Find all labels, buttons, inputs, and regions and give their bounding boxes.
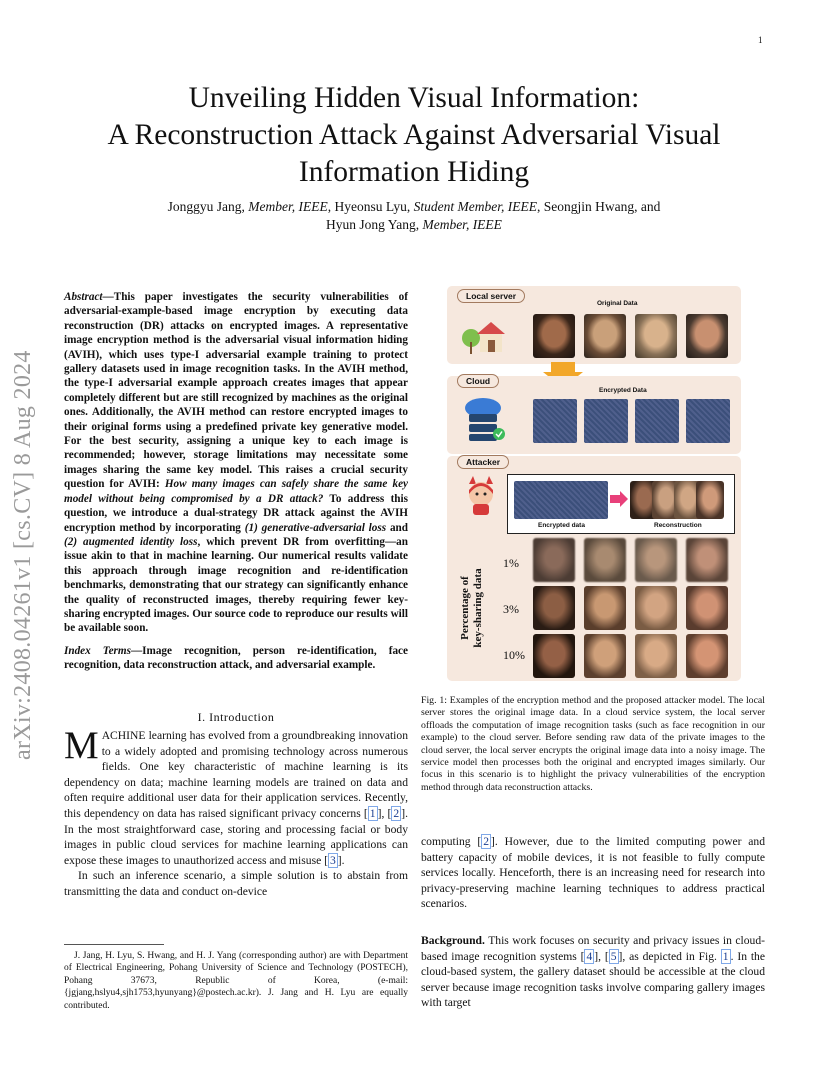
- encrypted-image-1: [533, 399, 577, 443]
- cloud-server-icon: [461, 394, 507, 442]
- y-axis-line-2: key-sharing data: [472, 568, 484, 648]
- encrypted-image-4: [686, 399, 730, 443]
- arrow-right-icon: [610, 491, 628, 512]
- pct-10: 10%: [503, 648, 525, 662]
- recon-1pct-face-3: [635, 538, 677, 582]
- index-terms-text: —Image recognition, person re-identification, face recognition, data reconstruction attack, and adversarial example.: [64, 645, 408, 672]
- background-text: . In the cloud-based system, the gallery dataset should be accessible at the cloud server because image recognition tasks involve comparing gallery images with target: [421, 949, 765, 1010]
- citation-link[interactable]: 3: [330, 853, 336, 867]
- citation-link[interactable]: 2: [393, 806, 400, 820]
- recon-10pct-face-4: [686, 634, 728, 678]
- section-heading: I. Introduction: [197, 710, 275, 724]
- footnote: J. Jang, H. Lyu, S. Hwang, and H. J. Yang (corresponding author) are with Department of Electrical Engineering, Pohang University of Science and Technology (POSTECH), Pohang 37673, Republic of Korea, (e-mail: {jgjang,hslyu4,sjh1753,hyunyang}@postech.ac.kr). J. Jang and H. Lyu are equally contributed.: [64, 951, 408, 1011]
- pct-3: 3%: [503, 602, 519, 616]
- abstract-text-3: and: [386, 521, 408, 534]
- abstract-strategy-1: (1) generative-adversarial loss: [244, 521, 387, 534]
- background-text: This work focuses on security and privacy issues in cloud-based image recognition systems [: [421, 934, 765, 963]
- abstract-text-1: —This paper investigates the security vulnerabilities of adversarial-example-based image encryption by executing data reconstruction (DR) attacks on encrypted images. A representative image encryption method is the adversarial visual information hiding (AVIH), which uses type-I adversarial example training to protect gallery datasets used in image recognition tasks. In the AVIH method, the type-I adversarial example approach creates images that appear completely different but are still recognized by machines as the original ones. Additionally, the AVIH method can restore encrypted images to their original forms using a predefined private key generative model. For the best security, assigning a unique key to each image is recommended; however, storage limitations may necessitate some images sharing the same key model. This raises a crucial security question for AVIH:: [64, 291, 408, 491]
- intro-paragraph-2: In such an inference scenario, a simple solution is to abstain from transmitting the data and conduct on-device: [64, 869, 408, 898]
- page-number: 1: [758, 35, 763, 45]
- footnote-rule: [64, 944, 164, 945]
- index-terms: [64, 644, 408, 673]
- citation-link[interactable]: 2: [483, 835, 490, 848]
- recon-10pct-face-3: [635, 634, 677, 678]
- attack-result-box: [507, 474, 735, 534]
- dropcap: M: [64, 724, 99, 767]
- title-line-3: Information Hiding: [298, 156, 530, 188]
- original-face-3: [635, 314, 677, 358]
- intro-text: ]. In the most straightforward case, storing and processing facial or body images in public cloud services for machine learning applications can expose these images to unauthorized access and misuse [: [64, 806, 408, 867]
- abstract-text-4: , which prevent DR from overfitting—an issue akin to that in machine learning. Our numerical results validate this approach through image recognition and re-identification benchmarks, demonstrating that our strategy can significantly enhance the quality of reconstructed images, thereby requiring fewer key-sharing encrypted images. Our source code to reproduce our results will be available soon.: [64, 535, 408, 635]
- background-text: ], [: [594, 949, 609, 963]
- citation-link[interactable]: 5: [610, 949, 617, 963]
- intro-text: ], [: [377, 806, 392, 820]
- y-axis-label: [455, 540, 495, 678]
- recon-3pct-face-3: [635, 586, 677, 630]
- abstract-question: How many images can safely share the same key model without being compromised by a DR attack?: [64, 478, 408, 505]
- local-server-tag: Local server: [457, 289, 525, 303]
- abstract-label: Abstract: [64, 291, 103, 303]
- y-axis-line-1: Percentage of: [459, 576, 471, 640]
- figure-caption: Fig. 1: Examples of the encryption method and the proposed attacker model. The local server stores the original image data. In a cloud service system, the local server offloads the computation of image recognition tasks (such as face recognition in our example) to the cloud server. Before sending raw data of the private images to the cloud server, the local server encrypts the original image data into a noisy image. The service model then processes both the original and encrypted images similarly. Our focus in this scenario is to highlight the privacy vulnerabilities of the encryption method through data reconstruction attacks.: [421, 695, 765, 793]
- author-2-role: Student Member, IEEE: [413, 199, 537, 214]
- reconstruction-label: Reconstruction: [654, 522, 702, 529]
- encrypted-image-3: [635, 399, 679, 443]
- introduction-text: [64, 724, 408, 900]
- background-paragraph: [421, 933, 765, 1011]
- recon-3pct-face-4: [686, 586, 728, 630]
- background-text: ], as depicted in Fig.: [618, 949, 721, 963]
- recon-10pct-face-1: [533, 634, 575, 678]
- recon-1pct-face-4: [686, 538, 728, 582]
- citation-link[interactable]: 1: [369, 806, 376, 820]
- authors: [60, 198, 768, 234]
- local-server-panel: [447, 286, 741, 364]
- devil-icon: [461, 474, 501, 516]
- author-3: , Seongjin Hwang, and: [536, 199, 661, 214]
- original-face-1: [533, 314, 575, 358]
- pct-1: 1%: [503, 556, 519, 570]
- recon-face-4: [696, 481, 724, 519]
- arxiv-stamp: [10, 290, 50, 760]
- attacker-tag: Attacker: [457, 455, 509, 469]
- intro-text: ACHINE learning has evolved from a groundbreaking innovation to a widely adopted and promising technology across numerous fields. One key characteristic of machine learning is its dependency on data; machine learning models are trained on data and often require additional user data for their application services. Recently, this dependency on data has raised significant privacy concerns [: [64, 729, 408, 820]
- recon-1pct-face-2: [584, 538, 626, 582]
- recon-10pct-face-2: [584, 634, 626, 678]
- recon-3pct-face-2: [584, 586, 626, 630]
- recon-1pct-face-1: [533, 538, 575, 582]
- index-terms-label: Index Terms: [64, 645, 131, 657]
- cloud-tag: Cloud: [457, 374, 499, 388]
- encrypted-image-2: [584, 399, 628, 443]
- abstract: [64, 290, 408, 636]
- author-1-role: Member, IEEE: [248, 199, 328, 214]
- author-4-role: Member, IEEE: [422, 217, 502, 232]
- encrypted-small-label: Encrypted data: [538, 522, 585, 529]
- right-column-text: [421, 834, 765, 912]
- intro-text: ].: [337, 853, 345, 867]
- cloud-panel: [447, 376, 741, 454]
- author-1: Jonggyu Jang,: [167, 199, 249, 214]
- original-face-4: [686, 314, 728, 358]
- recon-3pct-face-1: [533, 586, 575, 630]
- title-line-2: A Reconstruction Attack Against Adversarial Visual: [107, 119, 721, 151]
- figure-link[interactable]: 1: [722, 949, 729, 963]
- original-face-2: [584, 314, 626, 358]
- abstract-strategy-2: (2) augmented identity loss: [64, 535, 198, 548]
- attack-encrypted-4: [580, 481, 608, 519]
- attacker-panel: [447, 456, 741, 681]
- arxiv-id: arXiv:2408.04261v1 [cs.CV] 8 Aug 2024: [10, 350, 36, 760]
- figure-1: [447, 286, 741, 681]
- title-line-1: Unveiling Hidden Visual Information:: [188, 82, 640, 114]
- paper-title: [40, 80, 788, 191]
- author-2: , Hyeonsu Lyu,: [327, 199, 414, 214]
- author-4: Hyun Jong Yang,: [326, 217, 423, 232]
- right-text: ]. However, due to the limited computing power and battery capacity of mobile devices, it is not feasible to fully compute services locally. Henceforth, there is an increasing need for research into privacy-preserving machine learning techniques to address practical scenarios.: [421, 835, 765, 911]
- original-data-label: Original Data: [597, 300, 638, 307]
- right-text: computing [: [421, 835, 482, 848]
- abstract-text-2: To address this question, we introduce a dual-strategy DR attack against the AVIH encryption method by incorporating: [64, 492, 408, 534]
- encrypted-data-label: Encrypted Data: [599, 387, 647, 394]
- home-icon: [459, 312, 505, 358]
- citation-link[interactable]: 4: [586, 949, 593, 963]
- background-label: Background.: [421, 934, 485, 947]
